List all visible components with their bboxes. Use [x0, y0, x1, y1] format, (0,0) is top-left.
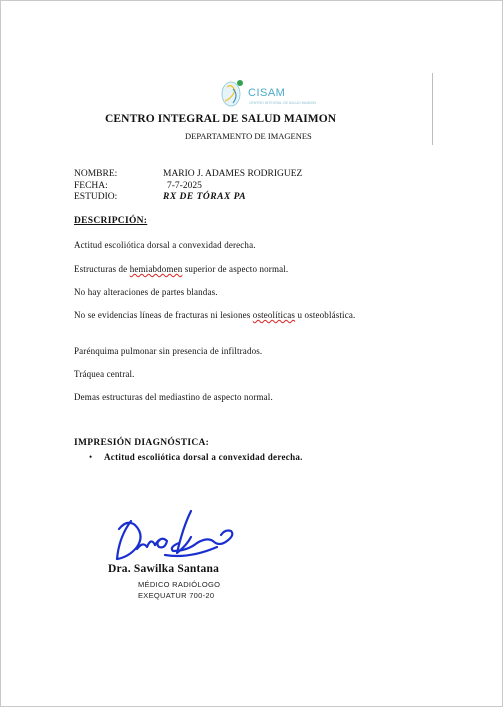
date-label: FECHA:: [74, 181, 108, 191]
description-p5: Parénquima pulmonar sin presencia de infiltrados.: [74, 346, 263, 356]
logo-text: CISAM: [248, 87, 286, 99]
description-heading: DESCRIPCIÓN:: [74, 216, 148, 226]
logo-subtitle: CENTRO INTEGRAL DE SALUD MAIMON: [249, 101, 316, 105]
impression-item: Actitud escoliótica dorsal a convexidad derecha.: [104, 452, 303, 462]
doctor-role: MÉDICO RADIÓLOGO: [138, 580, 221, 589]
margin-divider: [432, 73, 433, 145]
date-value: 7-7-2025: [167, 181, 202, 191]
department-title: DEPARTAMENTO DE IMAGENES: [185, 131, 312, 141]
spell-flag-hemiabdomen: hemiabdomen: [129, 264, 183, 274]
bullet-marker: •: [89, 452, 93, 462]
study-value: RX DE TÓRAX PA: [163, 192, 247, 202]
impression-heading: IMPRESIÓN DIAGNÓSTICA:: [74, 438, 210, 448]
description-p3: No hay alteraciones de partes blandas.: [74, 287, 218, 297]
spell-flag-osteoliticas: osteolíticas: [252, 310, 296, 320]
description-p2: Estructuras de hemiabdomen superior de aspecto normal.: [74, 264, 289, 274]
description-p7: Demas estructuras del mediastino de aspecto normal.: [74, 392, 273, 402]
study-label: ESTUDIO:: [74, 192, 118, 202]
doctor-exequatur: EXEQUATUR 700-20: [138, 591, 215, 600]
name-value: MARIO J. ADAMES RODRIGUEZ: [163, 169, 303, 179]
handwritten-signature: [109, 507, 239, 565]
description-p6: Tráquea central.: [74, 369, 135, 379]
name-label: NOMBRE:: [74, 169, 118, 179]
doctor-name: Dra. Sawilka Santana: [108, 563, 220, 575]
description-p4: No se evidencias líneas de fracturas ni lesiones osteolíticas u osteoblástica.: [74, 310, 356, 320]
center-title: CENTRO INTEGRAL DE SALUD MAIMON: [105, 113, 337, 125]
description-p1: Actitud escoliótica dorsal a convexidad derecha.: [74, 240, 256, 250]
